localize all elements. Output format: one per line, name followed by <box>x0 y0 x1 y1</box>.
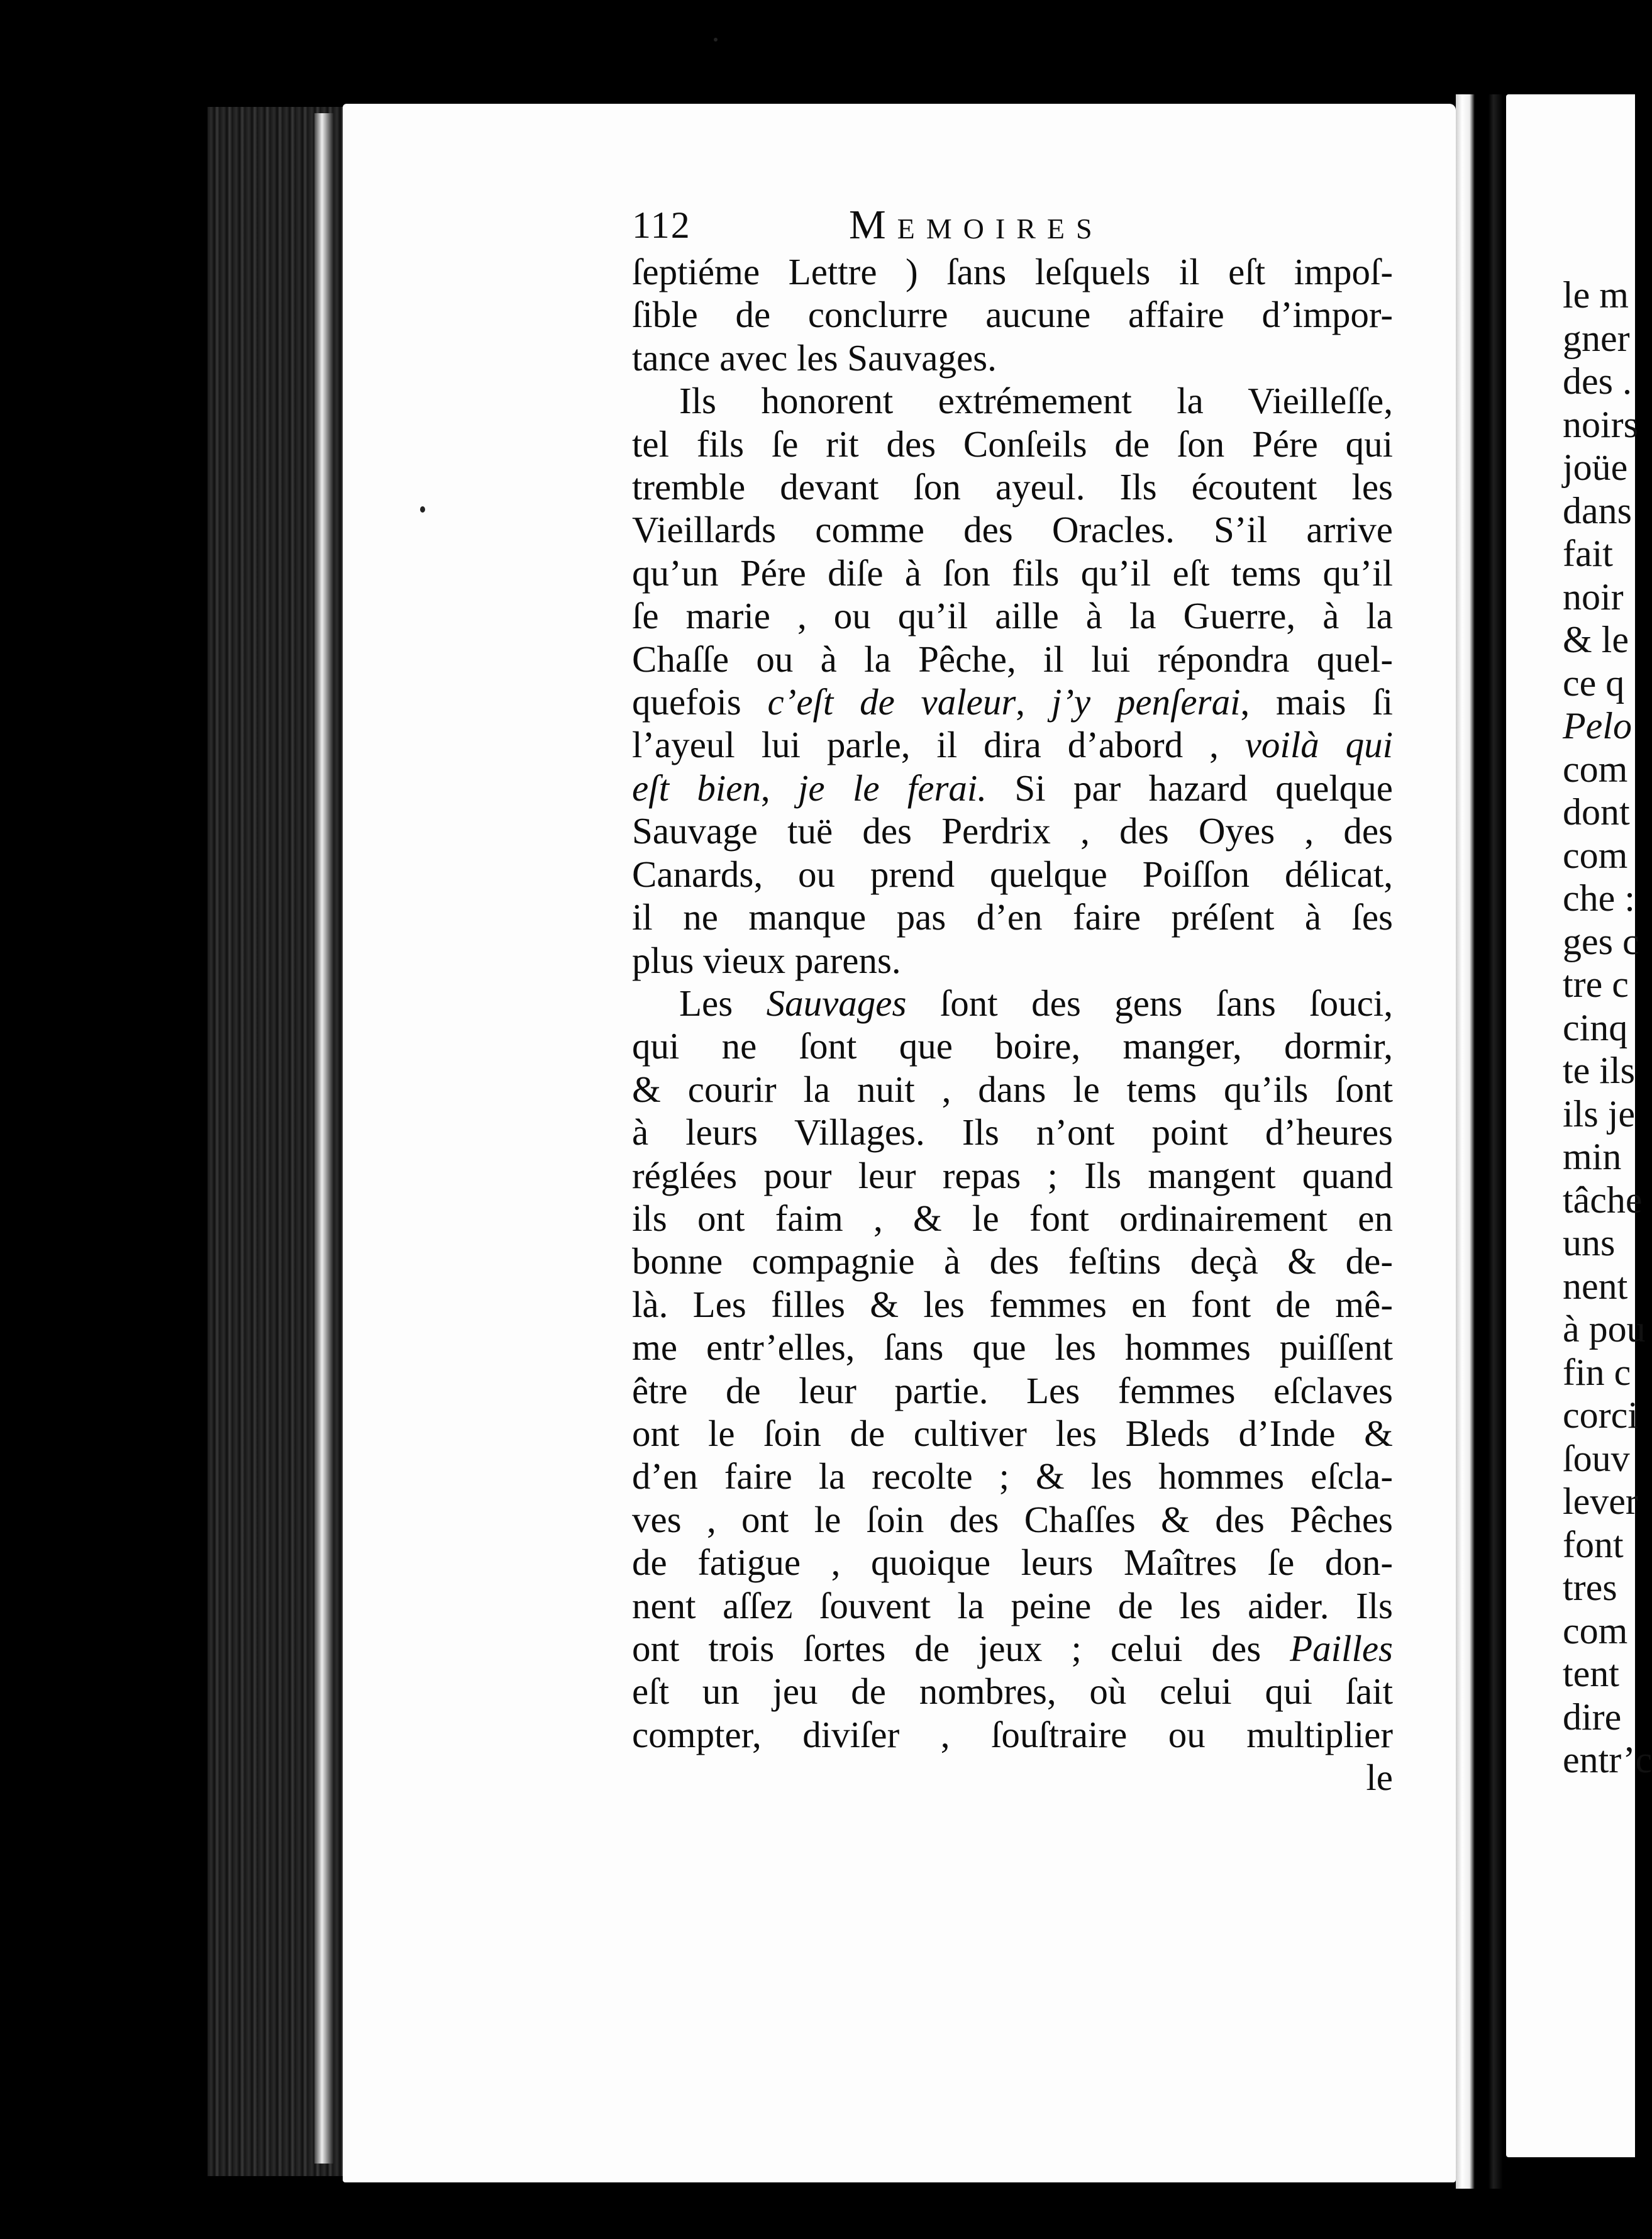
text-line <box>632 723 1393 766</box>
text-run: compter, diviſer , ſouſtraire ou multiplier <box>632 1713 1393 1755</box>
text-run: ſeptiéme Lettre ) ſans leſquels il eſt impoſ- <box>632 251 1393 292</box>
left-page-text <box>632 200 1393 1799</box>
cropped-line: tent <box>1563 1653 1619 1694</box>
cropped-line: dont <box>1563 791 1630 833</box>
text-line <box>632 681 1393 723</box>
cropped-line: noir <box>1563 575 1624 618</box>
cropped-line: à pou <box>1563 1308 1646 1350</box>
cropped-line: min <box>1563 1136 1622 1177</box>
text-line <box>632 1670 1393 1713</box>
cropped-line: noirs <box>1563 403 1638 445</box>
cropped-line: ils je <box>1563 1092 1635 1135</box>
text-run: à leurs Villages. Ils n’ont point d’heures <box>632 1111 1393 1153</box>
text-run: ſont des gens ſans ſouci, <box>906 982 1393 1024</box>
page-stack-edge <box>314 113 333 2164</box>
cropped-line: com <box>1563 748 1628 790</box>
text-run: ont le ſoin de cultiver les Bleds d’Inde & <box>632 1412 1393 1454</box>
cropped-line: fin c <box>1563 1351 1631 1393</box>
text-line <box>632 250 1393 293</box>
text-line <box>632 1713 1393 1756</box>
text-run: ſe marie , ou qu’il aille à la Guerre, à la <box>632 595 1393 637</box>
text-run: , mais ſi <box>1240 681 1394 723</box>
text-run: qui ne ſont que boire, manger, dormir, <box>632 1025 1393 1067</box>
text-run: réglées pour leur repas ; Ils mangent quand <box>632 1154 1393 1196</box>
text-run: Les <box>679 982 767 1024</box>
text-line <box>632 293 1393 336</box>
right-page-cropped <box>1506 94 1652 2157</box>
text-run: tance avec les Sauvages. <box>632 336 997 379</box>
text-run: me entr’elles, ſans que les hommes puiſſent <box>632 1326 1393 1369</box>
cropped-line: des . <box>1563 360 1632 402</box>
text-run: tremble devant ſon ayeul. Ils écoutent les <box>632 466 1393 508</box>
text-line <box>632 1369 1393 1412</box>
text-run: ont trois ſortes de jeux ; celui des <box>632 1628 1290 1669</box>
text-run: ſible de conclurre aucune affaire d’impor- <box>632 294 1393 336</box>
cropped-line: com <box>1563 1609 1628 1652</box>
cropped-line: corci <box>1563 1394 1638 1436</box>
cropped-line: fait <box>1563 533 1613 574</box>
text-run: Si par hazard quelque <box>987 767 1393 809</box>
catchword: le <box>1366 1757 1393 1799</box>
cropped-line: ſouv <box>1563 1437 1630 1479</box>
text-line <box>632 1068 1393 1111</box>
text-run: plus vieux parens. <box>632 939 901 981</box>
cropped-line: ges c <box>1563 920 1639 962</box>
text-line <box>632 767 1393 809</box>
italic-phrase: Pailles <box>1290 1628 1393 1669</box>
italic-phrase: je le ferai. <box>798 767 987 809</box>
text-run: il ne manque pas d’en faire préſent à ſes <box>632 896 1393 938</box>
text-run: ves , ont le ſoin des Chaſſes & des Pêches <box>632 1498 1393 1540</box>
italic-phrase: eſt bien <box>632 767 761 809</box>
cropped-line: nent <box>1563 1265 1628 1307</box>
text-line <box>632 1283 1393 1326</box>
text-line <box>632 939 1393 982</box>
text-run: tel fils ſe rit des Conſeils de ſon Pére qui <box>632 423 1393 465</box>
text-line <box>632 1584 1393 1627</box>
text-run: Vieillards comme des Oracles. S’il arrive <box>632 509 1393 551</box>
text-run: là. Les filles & les femmes en font de mê- <box>632 1283 1393 1325</box>
text-run: ils ont faim , & le font ordinairement en <box>632 1197 1393 1239</box>
text-line <box>632 1240 1393 1282</box>
text-line <box>632 1326 1393 1369</box>
text-run: nent aſſez ſouvent la peine de les aider. Ils <box>632 1584 1393 1626</box>
text-line <box>632 423 1393 465</box>
text-line <box>632 1455 1393 1497</box>
text-run: qu’un Pére diſe à ſon fils qu’il eſt tems qu’il <box>632 552 1393 594</box>
text-run: Canards, ou prend quelque Poiſſon délicat, <box>632 853 1393 895</box>
text-run: Ils honorent extrémement la Vieilleſſe, <box>679 380 1393 422</box>
text-run: bonne compagnie à des feſtins deçà & de- <box>632 1240 1393 1282</box>
cropped-line: ce q <box>1563 662 1625 704</box>
text-line <box>632 1541 1393 1584</box>
text-line <box>632 552 1393 594</box>
cropped-line: & le <box>1563 619 1629 660</box>
cropped-line: font <box>1563 1523 1624 1565</box>
cropped-line: dans <box>1563 489 1632 531</box>
text-run: Sauvage tuë des Perdrix , des Oyes , des <box>632 810 1393 852</box>
text-line <box>632 1111 1393 1153</box>
text-line <box>632 638 1393 681</box>
text-run: quefois <box>632 681 768 723</box>
cropped-line: che : <box>1563 877 1635 919</box>
text-run: être de leur partie. Les femmes eſclaves <box>632 1369 1393 1411</box>
text-run: & courir la nuit , dans le tems qu’ils ſont <box>632 1068 1393 1110</box>
cropped-line: cinq <box>1563 1006 1628 1048</box>
text-line <box>632 336 1393 379</box>
text-line <box>632 853 1393 896</box>
cropped-line: gner <box>1563 317 1630 359</box>
text-line <box>632 379 1393 422</box>
text-run: de fatigue , quoique leurs Maîtres ſe don- <box>632 1542 1393 1584</box>
body-text <box>632 250 1393 1756</box>
text-line <box>632 508 1393 551</box>
cropped-line: tres <box>1563 1567 1617 1608</box>
cropped-line: tre c <box>1563 964 1629 1005</box>
italic-phrase: voilà qui <box>1245 724 1393 766</box>
ink-speck <box>420 506 425 513</box>
italic-phrase: c’eſt de valeur <box>767 681 1016 723</box>
text-line <box>632 1498 1393 1541</box>
text-line <box>632 982 1393 1025</box>
text-line <box>632 594 1393 637</box>
right-page-text <box>1563 274 1652 1782</box>
text-line <box>632 1412 1393 1455</box>
text-line <box>632 1025 1393 1067</box>
cropped-line: uns <box>1563 1222 1616 1264</box>
text-line <box>632 1154 1393 1197</box>
text-line <box>632 1197 1393 1240</box>
gutter <box>1456 94 1503 2189</box>
italic-phrase: Sauvages <box>766 982 907 1024</box>
text-run: d’en faire la recolte ; & les hommes eſcla- <box>632 1455 1393 1497</box>
text-run: , <box>1016 681 1051 723</box>
cropped-line: com <box>1563 834 1628 876</box>
cropped-line: le m <box>1563 274 1629 316</box>
cropped-line: tâche <box>1563 1179 1643 1221</box>
text-line <box>632 465 1393 508</box>
page-number: 112 <box>632 204 691 246</box>
running-head: Memoires <box>849 202 1104 248</box>
text-line <box>632 896 1393 938</box>
text-run: eſt un jeu de nombres, où celui qui ſait <box>632 1670 1393 1713</box>
text-run: Chaſſe ou à la Pêche, il lui répondra quel- <box>632 638 1393 680</box>
italic-phrase: j’y penſerai <box>1051 681 1241 723</box>
page-header <box>632 200 1393 250</box>
text-run: l’ayeul lui parle, il dira d’abord , <box>632 724 1245 766</box>
text-line <box>632 809 1393 852</box>
cropped-line: dire <box>1563 1696 1622 1738</box>
cropped-line: entr’c <box>1563 1739 1652 1781</box>
text-run: , <box>760 767 799 809</box>
cropped-line: joüe <box>1563 447 1628 488</box>
text-line <box>632 1627 1393 1670</box>
ink-speck <box>714 38 718 42</box>
cropped-line: Pelo <box>1563 705 1632 747</box>
cropped-line: te ils <box>1563 1050 1635 1091</box>
cropped-line: lever <box>1563 1481 1638 1522</box>
